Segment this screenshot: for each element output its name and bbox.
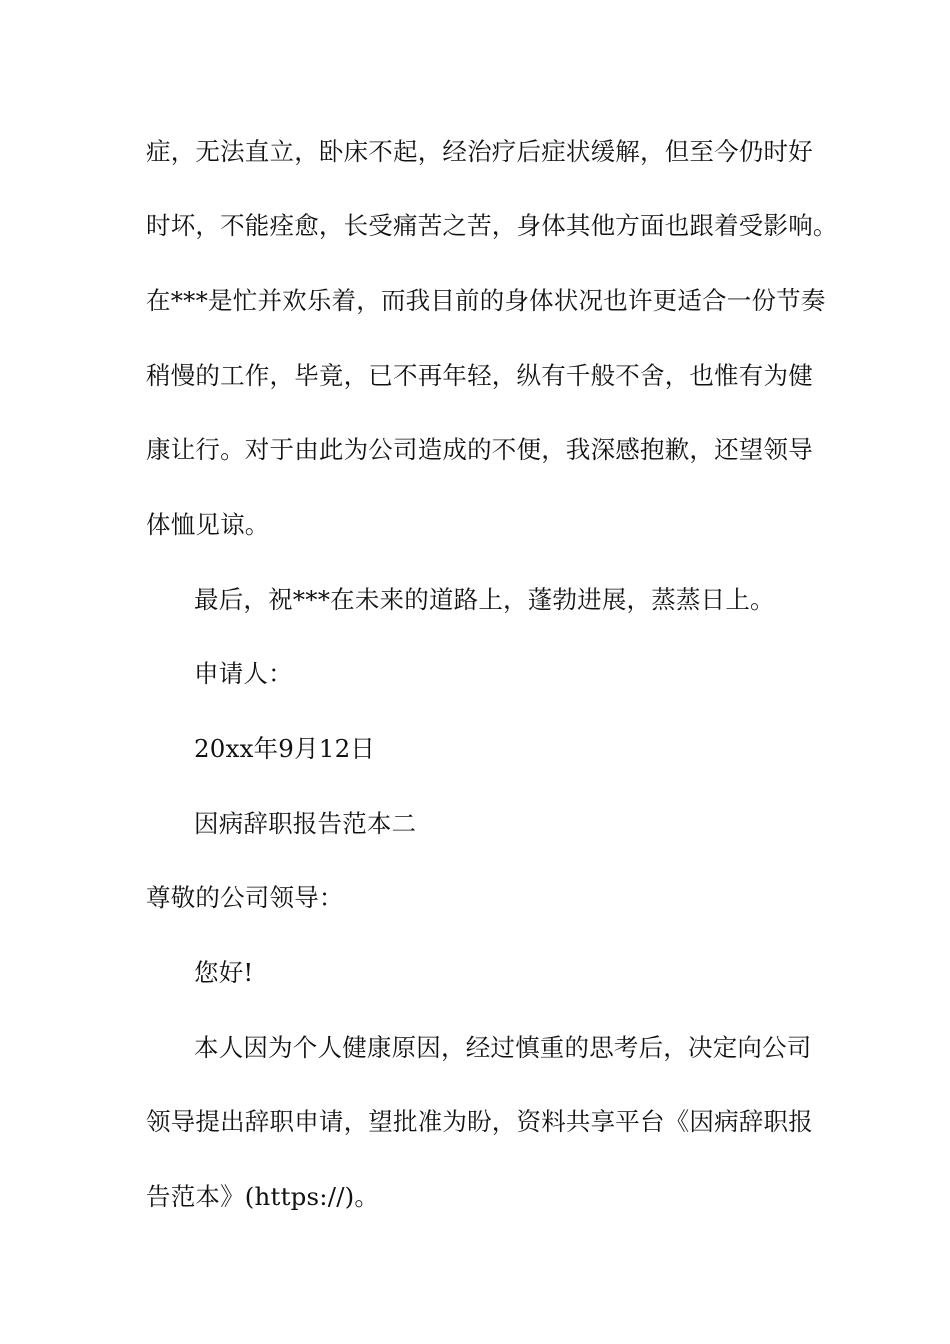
closing-wish: 最后，祝***在未来的道路上，蓬勃进展，蒸蒸日上。 — [194, 585, 775, 614]
body-text-line: 在***是忙并欢乐着，而我目前的身体状况也许更适合一份节奏 — [146, 286, 826, 315]
body-text-line: 康让行。对于由此为公司造成的不便，我深感抱歉，还望领导 — [146, 435, 813, 464]
body-text-line: 领导提出辞职申请，望批准为盼，资料共享平台《因病辞职报 — [146, 1107, 813, 1136]
salutation: 尊敬的公司领导： — [146, 883, 344, 912]
body-text-line: 告范本》(https://)。 — [146, 1182, 380, 1211]
greeting: 您好! — [194, 958, 254, 987]
section-title: 因病辞职报告范本二 — [194, 809, 417, 838]
body-text-line: 稍慢的工作，毕竟，已不再年轻，纵有千般不舍，也惟有为健 — [146, 361, 813, 390]
body-text-line: 体恤见谅。 — [146, 510, 270, 539]
body-text-line: 时坏，不能痊愈，长受痛苦之苦，身体其他方面也跟着受影响。 — [146, 211, 838, 240]
body-text-line: 症，无法直立，卧床不起，经治疗后症状缓解，但至今仍时好 — [146, 137, 813, 166]
applicant-label: 申请人： — [194, 659, 293, 688]
body-text-line: 本人因为个人健康原因，经过慎重的思考后，决定向公司 — [194, 1033, 812, 1062]
date-line: 20xx年9月12日 — [194, 734, 376, 763]
